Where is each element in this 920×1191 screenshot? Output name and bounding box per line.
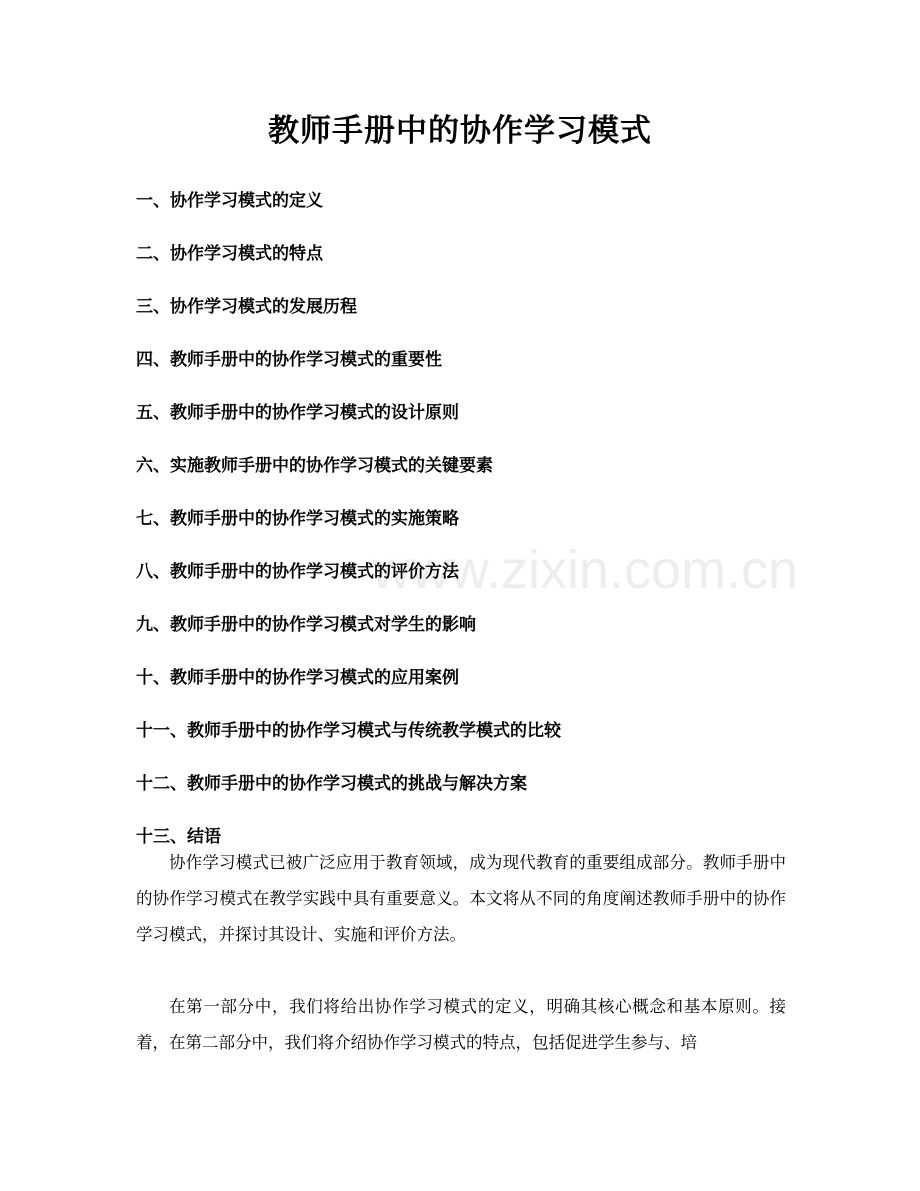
- toc-item: 十二、教师手册中的协作学习模式的挑战与解决方案: [136, 774, 527, 794]
- toc-item: 十一、教师手册中的协作学习模式与传统教学模式的比较: [136, 721, 561, 741]
- toc-item: 七、教师手册中的协作学习模式的实施策略: [136, 509, 459, 529]
- document-title: 教师手册中的协作学习模式: [268, 113, 652, 149]
- body-paragraph: 协作学习模式已被广泛应用于教育领域，成为现代教育的重要组成部分。教师手册中的协作学习模式在教学实践中具有重要意义。本文将从不同的角度阐述教师手册中的协作学习模式，并探讨其设计、实施和评价方法。: [136, 853, 786, 944]
- toc-item: 三、协作学习模式的发展历程: [136, 297, 357, 317]
- toc-item: 六、实施教师手册中的协作学习模式的关键要素: [136, 456, 493, 476]
- toc-item: 四、教师手册中的协作学习模式的重要性: [136, 350, 442, 370]
- toc-item: 二、协作学习模式的特点: [136, 244, 323, 264]
- toc-item: 一、协作学习模式的定义: [136, 191, 323, 211]
- toc-item: 十、教师手册中的协作学习模式的应用案例: [136, 668, 459, 688]
- body-paragraph: 在第一部分中，我们将给出协作学习模式的定义，明确其核心概念和基本原则。接着，在第二部分中，我们将介绍协作学习模式的特点，包括促进学生参与、培: [136, 997, 786, 1052]
- toc-item: 八、教师手册中的协作学习模式的评价方法: [136, 562, 459, 582]
- toc-item: 五、教师手册中的协作学习模式的设计原则: [136, 403, 459, 423]
- table-of-contents: [136, 186, 561, 875]
- toc-item: 九、教师手册中的协作学习模式对学生的影响: [136, 615, 476, 635]
- toc-item: 十三、结语: [136, 827, 221, 847]
- watermark: www.zixin.com.cn: [372, 540, 799, 600]
